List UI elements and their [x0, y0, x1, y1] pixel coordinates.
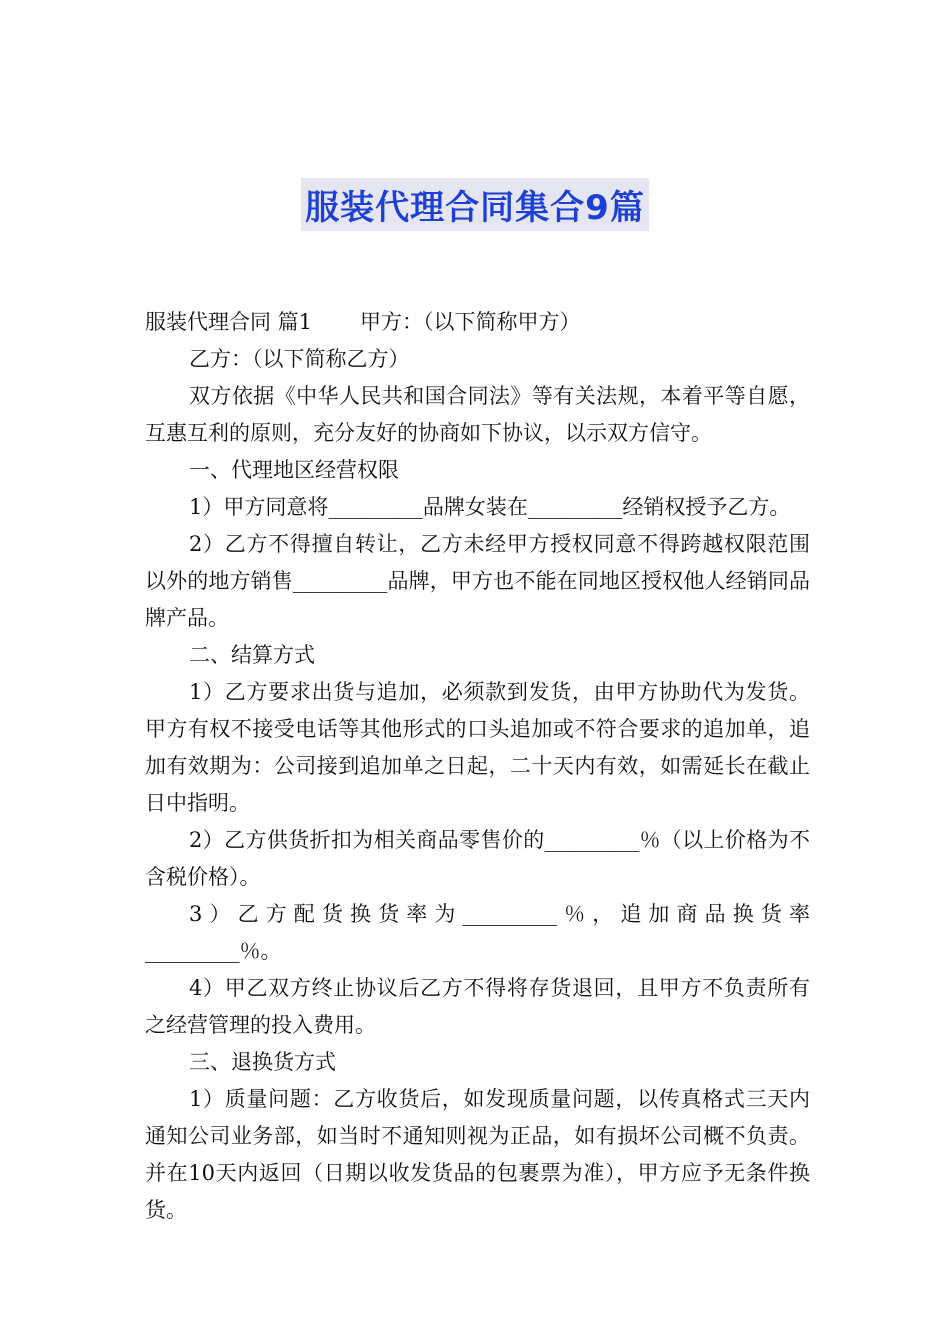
clause-1-2: 2）乙方不得擅自转让，乙方未经甲方授权同意不得跨越权限范围以外的地方销售_________品牌，甲方也不能在同地区授权他人经销同品牌产品。 — [145, 532, 810, 630]
section-heading-1: 一、代理地区经营权限 — [189, 458, 399, 482]
clause-2-2: 2）乙方供货折扣为相关商品零售价的_________％（以上价格为不含税价格）。 — [145, 828, 810, 889]
clause-2-3: 3）乙方配货换货率为_________％，追加商品换货率_________％。 — [145, 902, 810, 963]
party-b-line: 乙方：（以下简称乙方） — [189, 347, 410, 371]
document-body — [145, 304, 810, 1229]
preamble-paragraph: 双方依据《中华人民共和国合同法》等有关法规，本着平等自愿，互惠互利的原则，充分友好的协商如下协议，以示双方信守。 — [145, 384, 810, 445]
document-title: 服装代理合同集合9篇 — [301, 178, 649, 231]
contract-heading-line — [145, 304, 810, 341]
section-heading-3: 三、退换货方式 — [189, 1050, 336, 1074]
party-a-line: 甲方：（以下简称甲方） — [360, 310, 581, 334]
contract-number-label: 服装代理合同 篇1 — [145, 310, 313, 334]
clause-1-1: 1）甲方同意将_________品牌女装在_________经销权授予乙方。 — [189, 495, 791, 519]
section-heading-2: 二、结算方式 — [189, 643, 315, 667]
title-area — [0, 178, 950, 231]
clause-2-1: 1）乙方要求出货与追加，必须款到发货，由甲方协助代为发货。甲方有权不接受电话等其他形式的口头追加或不符合要求的追加单，追加有效期为：公司接到追加单之日起，二十天内有效，如需延长在截止日中指明。 — [145, 680, 810, 815]
clause-2-4: 4）甲乙双方终止协议后乙方不得将存货退回，且甲方不负责所有之经营管理的投入费用。 — [145, 976, 810, 1037]
clause-3-1: 1）质量问题：乙方收货后，如发现质量问题，以传真格式三天内通知公司业务部，如当时不通知则视为正品，如有损坏公司概不负责。并在10天内返回（日期以收发货品的包裹票为准），甲方应予无条件换货。 — [145, 1087, 810, 1222]
